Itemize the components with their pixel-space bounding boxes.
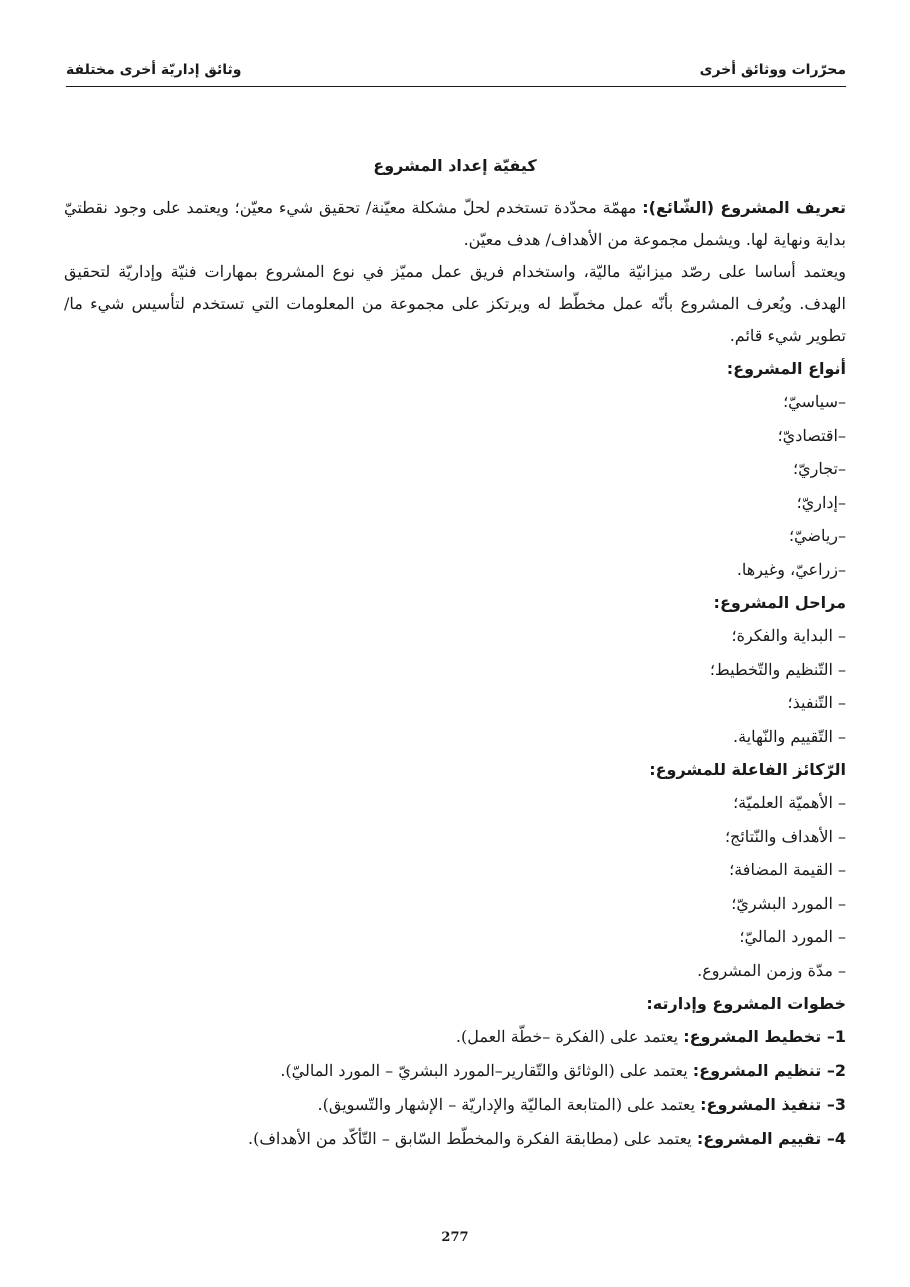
list-item: –زراعيّ، وغيرها. <box>736 559 846 579</box>
header-chapter-title: محرّرات ووثائق أخرى <box>699 62 846 78</box>
page-number: 277 <box>441 1230 469 1245</box>
list-item: – مدّة وزمن المشروع. <box>697 960 846 980</box>
step-number: 4– <box>821 1129 846 1148</box>
list-item: – التّقييم والنّهاية. <box>733 726 846 746</box>
step-text: يعتمد على (المتابعة الماليّة والإداريّة – الإشهار والتّسويق). <box>317 1095 701 1114</box>
list-item: – القيمة المضافة؛ <box>729 860 846 879</box>
step-text: يعتمد على (مطابقة الفكرة والمخطّط السّابق – التّأكّد من الأهداف). <box>248 1129 697 1148</box>
list-item: –رياضيّ؛ <box>788 526 846 545</box>
pillars-list <box>64 786 846 987</box>
step-label: تخطيط المشروع: <box>683 1027 822 1046</box>
list-item: – التّنفيذ؛ <box>787 693 846 712</box>
steps-list <box>64 1020 846 1156</box>
types-heading: أنواع المشروع: <box>726 359 846 378</box>
definition-term: تعريف المشروع (الشّائع): <box>642 198 847 217</box>
steps-heading: خطوات المشروع وإدارته: <box>646 994 846 1013</box>
list-item: – الأهداف والنّتائج؛ <box>724 826 846 846</box>
list-item: – الأهميّة العلميّة؛ <box>733 793 846 812</box>
header-section-title: وثائق إداريّة أخرى مختلفة <box>66 62 242 78</box>
step-item <box>64 1122 846 1156</box>
running-header <box>66 56 846 87</box>
types-list <box>64 385 846 586</box>
list-item: – المورد الماليّ؛ <box>739 927 846 946</box>
list-item: – المورد البشريّ؛ <box>731 893 846 913</box>
step-item <box>64 1088 846 1122</box>
step-number: 1– <box>821 1027 846 1046</box>
list-item: – البداية والفكرة؛ <box>731 626 846 645</box>
phases-list <box>64 619 846 753</box>
list-item: –اقتصاديّ؛ <box>777 425 846 445</box>
step-label: تنظيم المشروع: <box>692 1061 822 1080</box>
page-content <box>64 150 846 1156</box>
definition-paragraph <box>64 192 846 256</box>
step-label: تنفيذ المشروع: <box>700 1095 822 1114</box>
list-item: –تجاريّ؛ <box>793 459 846 478</box>
list-item: –سياسيّ؛ <box>783 392 846 411</box>
phases-heading: مراحل المشروع: <box>713 593 846 612</box>
step-item <box>64 1020 846 1054</box>
description-paragraph: ويعتمد أساسا على رصّد ميزانيّة ماليّة، واستخدام فريق عمل مميّز في نوع المشروع بمهارات فنيّة وإداريّة لتحقيق الهدف. ويُعرف المشروع بأنّه عمل مخطّط له ويرتكز على مجموعة من المعلومات التي تستخدم لتأسيس شيء ما/ تطوير شيء قائم. <box>64 262 846 345</box>
definition-text: مهمّة محدّدة تستخدم لحلّ مشكلة معيّنة/ تحقيق شيء معيّن؛ ويعتمد على وجود نقطتيّ بداية ونهاية لها. ويشمل مجموعة من الأهداف/ هدف معيّن. <box>64 198 846 249</box>
step-number: 3– <box>821 1095 846 1114</box>
page-title: كيفيّة إعداد المشروع <box>373 156 537 175</box>
step-item <box>64 1054 846 1088</box>
step-text: يعتمد على (الفكرة –خطّة العمل). <box>455 1027 684 1046</box>
step-number: 2– <box>821 1061 846 1080</box>
step-label: تقييم المشروع: <box>696 1129 822 1148</box>
list-item: – التّنظيم والتّخطيط؛ <box>709 659 846 679</box>
step-text: يعتمد على (الوثائق والتّقارير–المورد البشريّ – المورد الماليّ). <box>280 1061 693 1080</box>
list-item: –إداريّ؛ <box>796 492 846 512</box>
pillars-heading: الرّكائز الفاعلة للمشروع: <box>649 760 846 779</box>
